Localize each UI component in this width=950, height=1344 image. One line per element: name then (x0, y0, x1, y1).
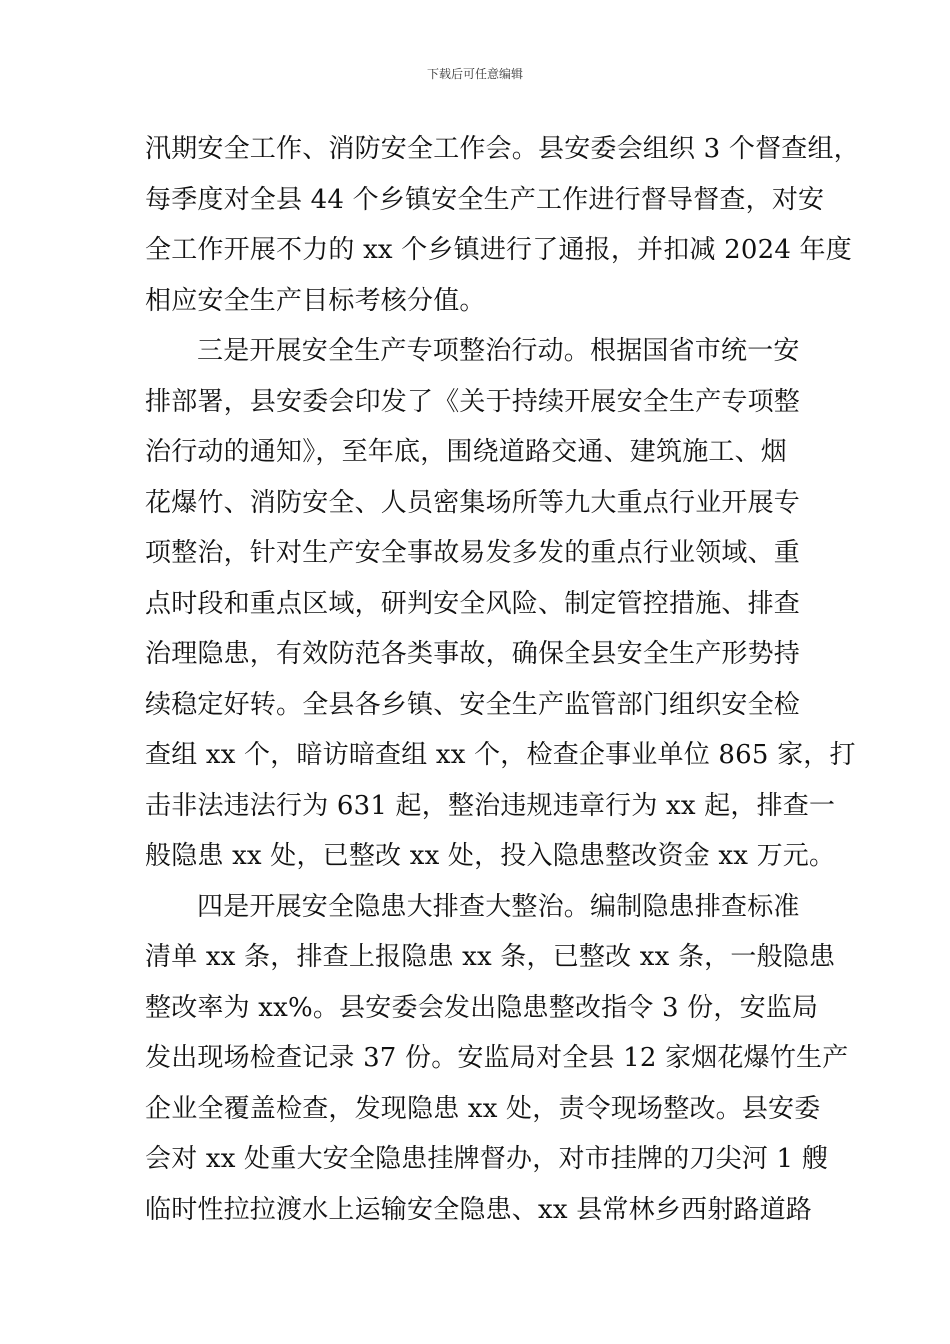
page-header: 下载后可任意编辑 (426, 67, 523, 81)
text-line: 治行动的通知》，至年底，围绕道路交通、建筑施工、烟 (145, 437, 788, 467)
text-line: 续稳定好转。全县各乡镇、安全生产监管部门组织安全检 (145, 689, 801, 720)
text-line: 击非法违法行为 631 起，整治违规违章行为 xx 起，排查一 (145, 790, 836, 821)
text-line: 花爆竹、消防安全、人员密集场所等九大重点行业开展专 (145, 487, 801, 518)
text-line: 整改率为 xx%。县安委会发出隐患整改指令 3 份，安监局 (145, 992, 819, 1023)
text-line: 清单 xx 条，排查上报隐患 xx 条，已整改 xx 条，一般隐患 (145, 942, 836, 972)
text-line: 治理隐患，有效防范各类事故，确保全县安全生产形势持 (145, 639, 801, 669)
text-line: 临时性拉拉渡水上运输安全隐患、xx 县常林乡西射路道路 (145, 1194, 812, 1225)
text-line: 相应安全生产目标考核分值。 (145, 285, 486, 316)
text-line: 全工作开展不力的 xx 个乡镇进行了通报，并扣减 2024 年度 (145, 235, 852, 265)
body-text (145, 124, 860, 1235)
text-line: 点时段和重点区域，研判安全风险、制定管控措施、排查 (145, 588, 801, 619)
text-line: 般隐患 xx 处，已整改 xx 处，投入隐患整改资金 xx 万元。 (145, 841, 836, 871)
text-line: 每季度对全县 44 个乡镇安全生产工作进行督导督查，对安 (145, 184, 825, 215)
text-line: 企业全覆盖检查，发现隐患 xx 处，责令现场整改。县安委 (145, 1093, 821, 1124)
text-line: 排部署，县安委会印发了《关于持续开展安全生产专项整 (145, 386, 801, 417)
paragraph-start-line: 四是开展安全隐患大排查大整治。编制隐患排查标准 (197, 891, 800, 922)
text-line: 汛期安全工作、消防安全工作会。县安委会组织 3 个督查组， (145, 134, 860, 164)
text-line: 查组 xx 个，暗访暗查组 xx 个，检查企事业单位 865 家，打 (145, 740, 856, 770)
text-line: 项整治，针对生产安全事故易发多发的重点行业领域、重 (145, 538, 801, 568)
text-line: 会对 xx 处重大安全隐患挂牌督办，对市挂牌的刀尖河 1 艘 (145, 1144, 828, 1174)
paragraph-start-line: 三是开展安全生产专项整治行动。根据国省市统一安 (197, 336, 800, 366)
text-line: 发出现场检查记录 37 份。安监局对全县 12 家烟花爆竹生产 (145, 1043, 849, 1073)
